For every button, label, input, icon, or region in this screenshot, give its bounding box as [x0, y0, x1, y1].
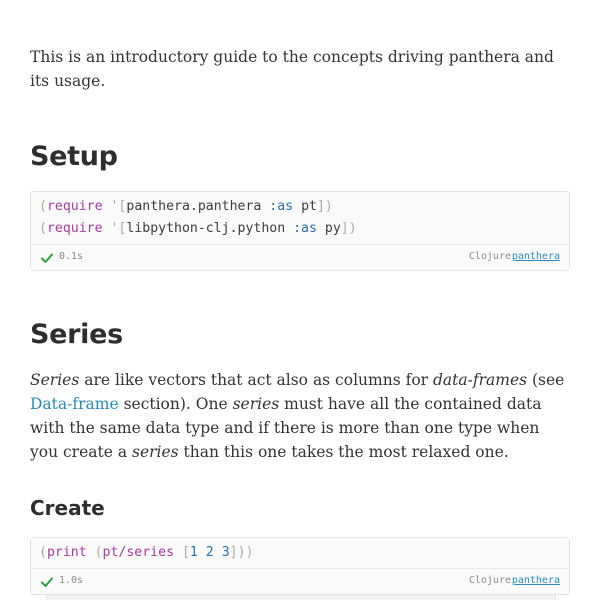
section-heading-setup: Setup — [30, 141, 118, 172]
data-frame-link[interactable]: Data-frame — [30, 395, 119, 413]
code-line-1: (print (pt/series [1 2 3])) — [39, 545, 254, 560]
intro-paragraph — [30, 45, 560, 93]
check-icon — [40, 251, 54, 265]
section-heading-series: Series — [30, 319, 123, 350]
notebook-link[interactable]: panthera — [511, 575, 560, 586]
cell-output — [46, 594, 556, 600]
code-line-2: (require '[libpython-clj.python :as py]) — [39, 221, 357, 236]
execution-time: 1.0s — [59, 575, 84, 586]
code-cell-create[interactable] — [30, 537, 570, 595]
cell-footer — [31, 244, 569, 270]
code-editor[interactable] — [31, 192, 569, 244]
execution-time: 0.1s — [59, 251, 84, 262]
intro-text: This is an introductory guide to the concepts driving panthera and its usage. — [30, 48, 554, 90]
check-icon — [40, 575, 54, 589]
code-editor[interactable] — [31, 538, 569, 568]
cell-footer — [31, 568, 569, 594]
cell-language: Clojure — [468, 575, 511, 586]
term-data-frames: data-frames — [432, 371, 528, 389]
term-series: Series — [30, 371, 80, 389]
notebook-link[interactable]: panthera — [511, 251, 560, 262]
series-paragraph: Series are like vectors that act also as columns for data-frames (see Data-frame section). One series must have all the contained data with the same data type and if there is more than one type when you create a series than this one takes the most relaxed one. — [30, 371, 565, 461]
subsection-heading-create: Create — [30, 496, 105, 520]
code-cell-setup[interactable] — [30, 191, 570, 271]
cell-language: Clojure — [468, 251, 511, 262]
code-line-1: (require '[panthera.panthera :as pt]) — [39, 199, 333, 214]
